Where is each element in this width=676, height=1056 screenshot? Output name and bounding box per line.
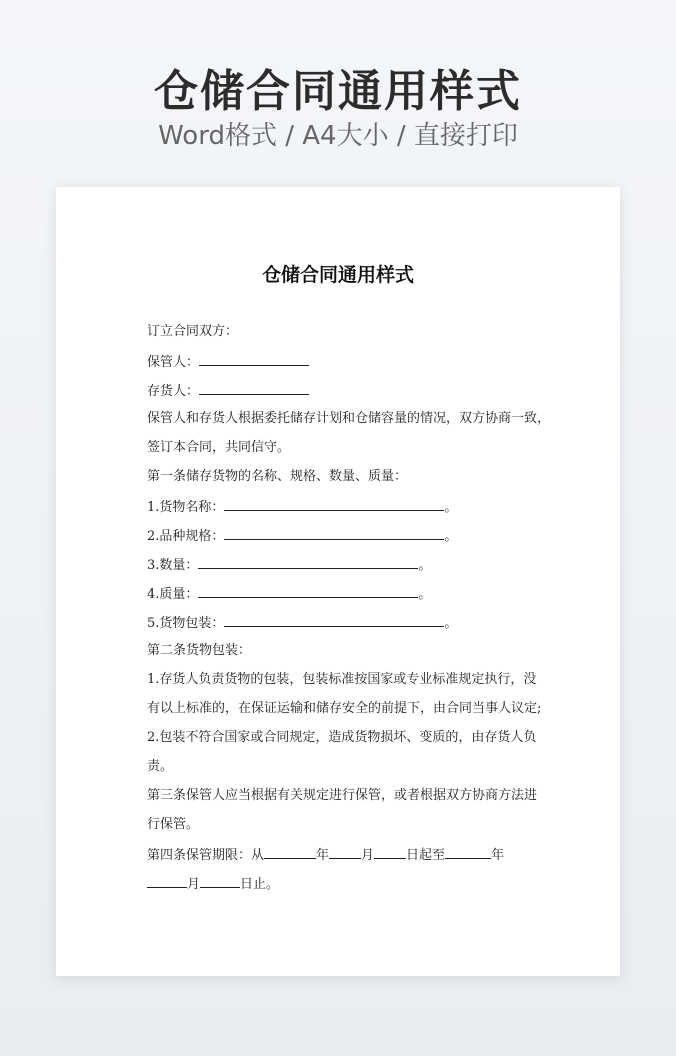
article2-heading: 第二条货物包装： (147, 643, 252, 658)
start-month-blank[interactable] (329, 844, 361, 859)
article4-line2 (147, 873, 279, 895)
article3-line2: 行保管。 (147, 817, 200, 832)
item-end: 。 (418, 558, 432, 573)
para1-line1: 保管人和存货人根据委托储存计划和仓储容量的情况，双方协商一致， (147, 411, 551, 426)
page-subtitle: Word格式 / A4大小 / 直接打印 (158, 121, 518, 151)
item-quality (147, 583, 431, 605)
article1-heading: 第一条储存货物的名称、规格、数量、质量： (147, 469, 408, 484)
item-label: 5.货物包装： (147, 616, 225, 631)
item-end: 。 (444, 616, 458, 631)
item-blank[interactable] (198, 554, 418, 569)
a2-p1-line2: 有以上标准的，在保证运输和储存安全的前提下，由合同当事人议定; (147, 701, 542, 716)
item-label: 3.数量： (147, 558, 199, 573)
depositor-line (147, 380, 309, 402)
start-day-blank[interactable] (374, 844, 406, 859)
item-label: 4.质量： (147, 587, 199, 602)
item-end: 。 (444, 529, 458, 544)
page-title: 仓储合同通用样式 (154, 66, 522, 117)
a2-p2-line2: 责。 (147, 759, 174, 774)
item-label: 2.品种规格： (147, 529, 225, 544)
item-packaging (147, 612, 457, 634)
item-end: 。 (418, 587, 432, 602)
document-title: 仓储合同通用样式 (261, 264, 414, 286)
document-page (56, 187, 620, 976)
article3-line1: 第三条保管人应当根据有关规定进行保管，或者根据双方协商方法进 (147, 788, 538, 803)
para1-line2: 签订本合同，共同信守。 (147, 440, 291, 455)
term-day-start: 日起至 (406, 848, 446, 863)
item-goods-name (147, 496, 457, 518)
depositor-blank[interactable] (199, 380, 309, 395)
end-month-blank[interactable] (147, 873, 187, 888)
item-blank[interactable] (224, 496, 444, 511)
end-year-blank[interactable] (445, 844, 491, 859)
item-blank[interactable] (224, 525, 444, 540)
term-year-end: 年 (491, 848, 505, 863)
term-month-end: 月 (187, 877, 201, 892)
keeper-line (147, 351, 309, 373)
item-spec (147, 525, 457, 547)
keeper-blank[interactable] (199, 351, 309, 366)
item-blank[interactable] (198, 583, 418, 598)
term-year: 年 (316, 848, 330, 863)
item-label: 1.货物名称： (147, 500, 225, 515)
end-day-blank[interactable] (200, 873, 240, 888)
item-end: 。 (444, 500, 458, 515)
article4-line1 (147, 844, 504, 866)
term-prefix: 第四条保管期限：从 (147, 848, 265, 863)
a2-p2-line1: 2.包装不符合国家或合同规定，造成货物损坏、变质的，由存货人负 (147, 730, 537, 745)
term-month: 月 (361, 848, 375, 863)
keeper-label: 保管人： (147, 355, 200, 370)
item-quantity (147, 554, 431, 576)
term-day-end: 日止。 (240, 877, 280, 892)
start-year-blank[interactable] (264, 844, 316, 859)
item-blank[interactable] (224, 612, 444, 627)
depositor-label: 存货人： (147, 384, 200, 399)
a2-p1-line1: 1.存货人负责货物的包装，包装标准按国家或专业标准规定执行，没 (147, 672, 537, 687)
intro-line: 订立合同双方： (147, 324, 239, 339)
